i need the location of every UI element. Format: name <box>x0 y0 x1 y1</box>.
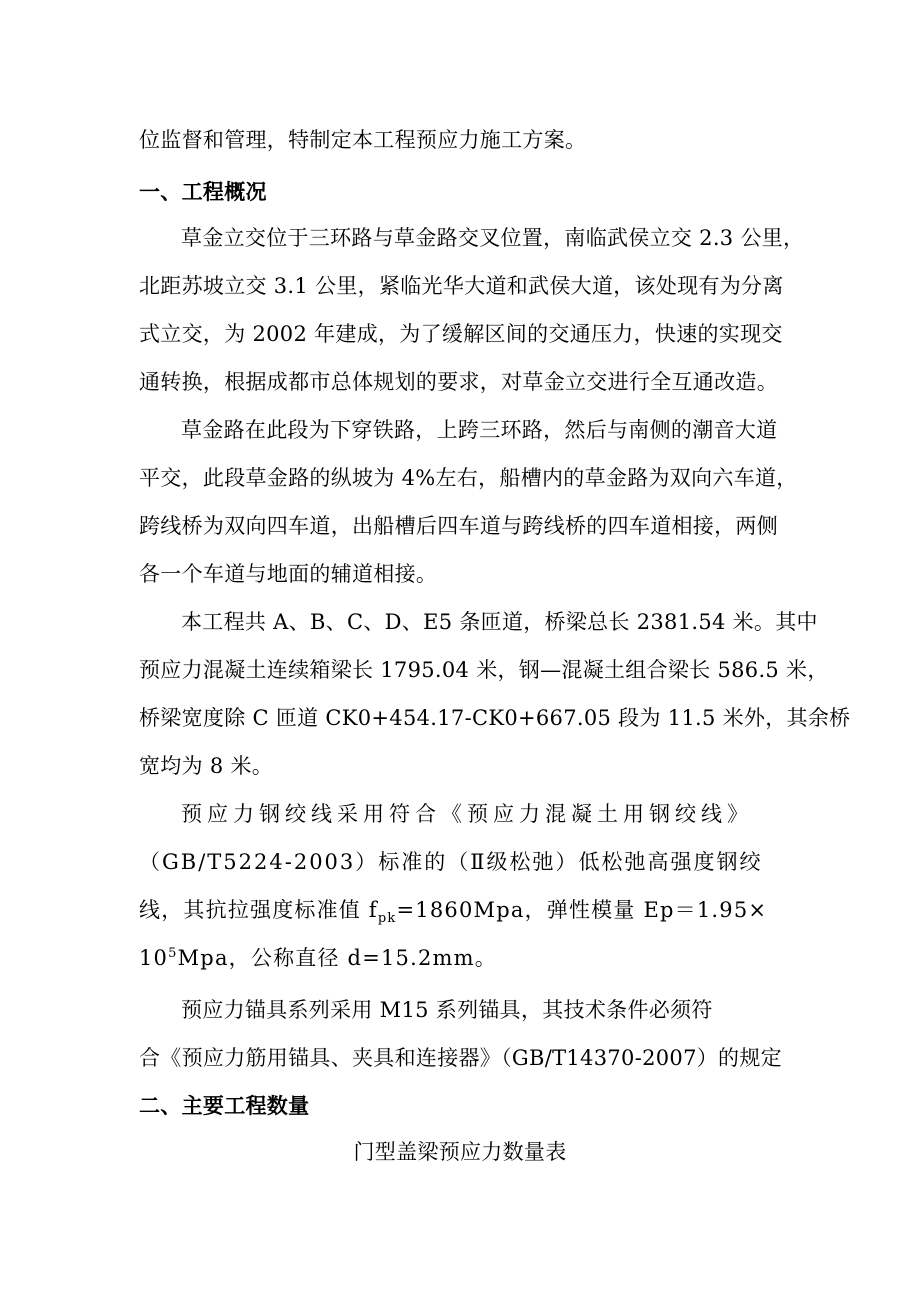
paragraph-line: 合《预应力筋用锚具、夹具和连接器》（GB/T14370-2007）的规定 <box>139 1046 782 1070</box>
paragraph-line: 各一个车道与地面的辅道相接。 <box>139 562 438 586</box>
section-heading-overview: 一、工程概况 <box>139 180 267 204</box>
paragraph-line: 草金路在此段为下穿铁路，上跨三环路，然后与南侧的潮音大道 <box>181 418 778 442</box>
formula-subscript: pk <box>377 911 397 927</box>
paragraph-line: 位监督和管理，特制定本工程预应力施工方案。 <box>139 128 587 152</box>
formula-text: Mpa，公称直径 d=15.2mm。 <box>177 946 497 970</box>
paragraph-line: 预应力钢绞线采用符合《预应力混凝土用钢绞线》 <box>181 802 753 826</box>
paragraph-line: （GB/T5224-2003）标准的（Ⅱ级松弛）低松弛高强度钢绞 <box>139 850 763 874</box>
paragraph-line: 式立交，为 2002 年建成，为了缓解区间的交通压力，快速的实现交 <box>139 322 783 346</box>
paragraph-line: 通转换，根据成都市总体规划的要求，对草金立交进行全互通改造。 <box>139 370 778 394</box>
formula-line <box>139 894 767 926</box>
paragraph-line: 草金立交位于三环路与草金路交叉位置，南临武侯立交 2.3 公里， <box>181 226 805 250</box>
paragraph-line: 预应力锚具系列采用 M15 系列锚具，其技术条件必须符 <box>181 998 713 1022</box>
formula-text: 线，其抗拉强度标准值 f <box>139 898 378 922</box>
paragraph-line: 宽均为 8 米。 <box>139 754 274 778</box>
paragraph-line: 北距苏坡立交 3.1 公里，紧临光华大道和武侯大道，该处现有为分离 <box>139 274 784 298</box>
paragraph-line: 预应力混凝土连续箱梁长 1795.04 米，钢—混凝土组合梁长 586.5 米， <box>139 658 829 682</box>
formula-superscript: 5 <box>168 946 178 961</box>
paragraph-line: 跨线桥为双向四车道，出船槽后四车道与跨线桥的四车道相接，两侧 <box>139 514 778 538</box>
paragraph-line: 本工程共 A、B、C、D、E5 条匝道，桥梁总长 2381.54 米。其中 <box>181 610 818 634</box>
paragraph-line: 桥梁宽度除 C 匝道 CK0+454.17-CK0+667.05 段为 11.5 米外，其余桥 <box>139 706 851 730</box>
formula-text: =1860Mpa，弹性模量 Ep＝1.95× <box>396 898 768 922</box>
table-caption: 门型盖梁预应力数量表 <box>353 1140 567 1164</box>
paragraph-line: 平交，此段草金路的纵坡为 4%左右，船槽内的草金路为双向六车道， <box>139 466 798 490</box>
formula-text: 10 <box>139 946 169 970</box>
section-heading-quantities: 二、主要工程数量 <box>139 1094 310 1118</box>
formula-line <box>139 942 497 972</box>
